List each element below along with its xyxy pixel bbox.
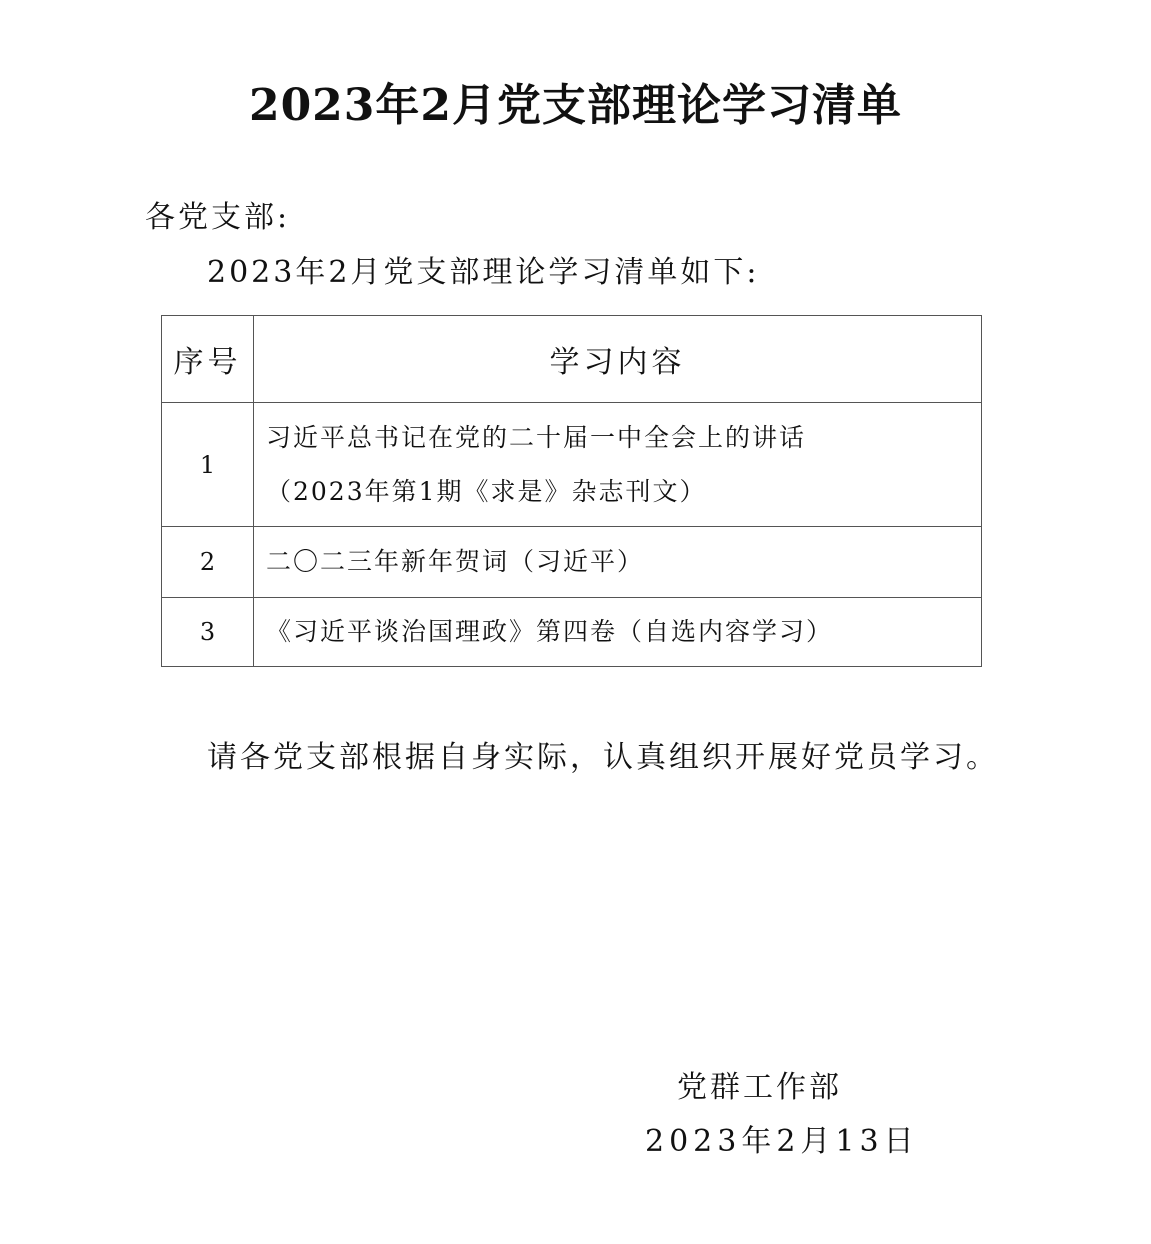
row-number: 3 xyxy=(162,598,254,667)
header-no: 序号 xyxy=(162,316,254,403)
row-number: 1 xyxy=(162,403,254,527)
salutation: 各党支部: xyxy=(145,200,291,235)
row-content-line: 习近平总书记在党的二十届一中全会上的讲话 xyxy=(266,422,807,452)
closing-paragraph: 请各党支部根据自身实际，认真组织开展好党员学习。 xyxy=(207,740,999,775)
row-content: 《习近平谈治国理政》第四卷（自选内容学习） xyxy=(254,598,982,667)
row-content-line: （2023年第1期《求是》杂志刊文） xyxy=(266,476,707,506)
signer: 党群工作部 xyxy=(677,1070,842,1105)
study-list-table xyxy=(161,315,982,667)
intro-paragraph: 2023年2月党支部理论学习清单如下: xyxy=(207,255,760,290)
document-title: 2023年2月党支部理论学习清单 xyxy=(248,80,903,131)
table-header-row xyxy=(162,316,982,403)
table-row xyxy=(162,527,982,598)
table-row xyxy=(162,403,982,527)
row-content xyxy=(254,403,982,527)
row-number: 2 xyxy=(162,527,254,598)
row-content: 二〇二三年新年贺词（习近平） xyxy=(254,527,982,598)
header-content: 学习内容 xyxy=(254,316,982,403)
table-row xyxy=(162,598,982,667)
issue-date: 2023年2月13日 xyxy=(645,1124,919,1159)
